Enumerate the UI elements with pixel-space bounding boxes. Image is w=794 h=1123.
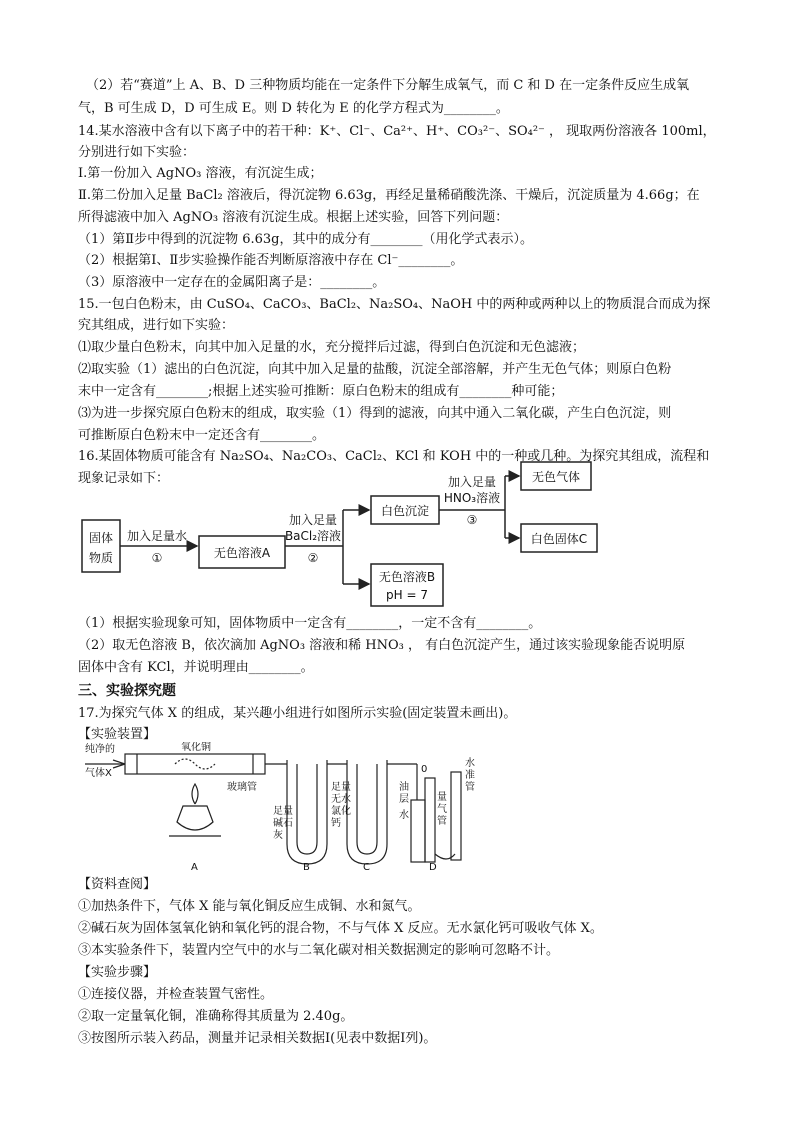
- q15-exp2-line1: ⑵取实验（1）滤出的白色沉淀，向其中加入足量的盐酸，沉淀全部溶解，并产生无色气体；则原白色粉: [78, 362, 672, 377]
- svg-text:A: A: [191, 862, 198, 872]
- svg-text:量: 量: [437, 792, 447, 803]
- q16-flowchart: [75, 458, 615, 608]
- q15-exp3-line2: 可推断原白色粉末中一定还含有________。: [78, 428, 326, 443]
- svg-text:准: 准: [465, 770, 475, 781]
- svg-text:水: 水: [465, 758, 475, 769]
- svg-text:油: 油: [399, 782, 409, 793]
- q15-stem-line1: 15.一包白色粉末，由 CuSO₄、CaCO₃、BaCl₂、Na₂SO₄、NaOH 中的两种或两种以上的物质混合而成为探: [78, 297, 711, 312]
- svg-text:层: 层: [399, 794, 409, 805]
- flow-precipitate-label: 白色沉淀: [380, 504, 430, 518]
- q17-step-3: ③按图所示装入药品，测量并记录相关数据Ⅰ(见表中数据Ⅰ列)。: [78, 1031, 437, 1046]
- q17-reference-3: ③本实验条件下，装置内空气中的水与二氧化碳对相关数据测定的影响可忽略不计。: [78, 943, 560, 958]
- q14-question1: （1）第Ⅱ步中得到的沉淀物 6.63g，其中的成分有________（用化学式表示）。: [78, 232, 534, 247]
- flow-step1-number: ①: [151, 551, 163, 565]
- q14-stem-line1: 14.某水溶液中含有以下离子中的若干种：K⁺、Cl⁻、Ca²⁺、H⁺、CO₃²⁻、SO₄²⁻ ， 现取两份溶液各 100ml，: [78, 124, 716, 139]
- q15-stem-line2: 究其组成，进行如下实验：: [78, 318, 235, 333]
- svg-text:C: C: [363, 862, 370, 872]
- svg-text:玻璃管: 玻璃管: [227, 782, 257, 793]
- svg-text:气体X: 气体X: [85, 768, 112, 779]
- flow-solution-b-label-1: 无色溶液B: [378, 570, 436, 584]
- svg-text:B: B: [303, 862, 310, 872]
- u-tube-b: [287, 760, 327, 864]
- flow-solid-label-2: 物质: [88, 551, 114, 565]
- flow-step2-number: ②: [307, 551, 319, 565]
- svg-text:足量: 足量: [331, 782, 351, 793]
- flow-step3-label-2: HNO₃溶液: [443, 491, 501, 505]
- flow-step2-label-1: 加入足量: [288, 513, 338, 527]
- q17-reference-title: 【资料查阅】: [78, 877, 157, 892]
- q16-stem-line2: 现象记录如下：: [78, 471, 170, 486]
- svg-text:氧化铜: 氧化铜: [181, 742, 211, 753]
- flow-step3-label-1: 加入足量: [447, 475, 497, 489]
- q15-exp1: ⑴取少量白色粉末，向其中加入足量的水，充分搅拌后过滤，得到白色沉淀和无色滤液；: [78, 340, 586, 355]
- q14-question2: （2）根据第Ⅰ、Ⅱ步实验操作能否判断原溶液中存在 Cl⁻________。: [78, 253, 464, 268]
- q17-step-1: ①连接仪器，并检查装置气密性。: [78, 987, 274, 1002]
- q17-reference-1: ①加热条件下，气体 X 能与氧化铜反应生成铜、水和氮气。: [78, 899, 421, 914]
- svg-text:气: 气: [437, 804, 447, 815]
- u-tube-c: [347, 760, 387, 864]
- flow-step3-number: ③: [466, 513, 478, 527]
- flow-step2-label-2: BaCl₂溶液: [284, 529, 342, 543]
- svg-text:灰: 灰: [273, 830, 283, 841]
- q17-step-2: ②取一定量氧化铜，准确称得其质量为 2.40g。: [78, 1009, 354, 1024]
- q17-steps-title: 【实验步骤】: [78, 965, 157, 980]
- svg-text:管: 管: [465, 782, 475, 793]
- q14-stem-line2: 分别进行如下实验：: [78, 145, 196, 160]
- q16-question2-line1: （2）取无色溶液 B，依次滴加 AgNO₃ 溶液和稀 HNO₃ ， 有白色沉淀产生，通过该实验现象能否说明原: [78, 638, 686, 653]
- q15-exp3-line1: ⑶为进一步探究原白色粉末的组成，取实验（1）得到的滤液，向其中通入二氧化碳，产生白色沉淀，则: [78, 406, 672, 421]
- leveling-tube: [451, 772, 461, 860]
- flow-step1-label: 加入足量水: [126, 529, 188, 543]
- flow-solution-a-label: 无色溶液A: [213, 546, 271, 560]
- flow-solution-b-label-2: pH = 7: [386, 588, 428, 602]
- q17-apparatus-title: 【实验装置】: [78, 727, 157, 742]
- svg-text:0: 0: [421, 764, 428, 775]
- section-title-experiment: 三、实验探究题: [78, 683, 176, 699]
- q13-part2-line2: 气，B 可生成 D，D 可生成 E。则 D 转化为 E 的化学方程式为________。: [78, 101, 509, 116]
- svg-text:足量: 足量: [273, 806, 293, 817]
- water-tube: [411, 800, 425, 862]
- q16-question2-line2: 固体中含有 KCl，并说明理由________。: [78, 660, 314, 675]
- svg-text:D: D: [429, 862, 437, 872]
- svg-text:钙: 钙: [331, 818, 341, 829]
- q15-exp2-line2: 末中一定含有________;根据上述实验可推断：原白色粉末的组成有________种可能；: [78, 384, 564, 399]
- q17-apparatus-diagram: [85, 742, 505, 872]
- q16-question1: （1）根据实验现象可知，固体物质中一定含有________，一定不含有________。: [78, 616, 542, 631]
- glass-tube: [125, 754, 265, 774]
- q17-reference-2: ②碱石灰为固体氢氧化钠和氧化钙的混合物，不与气体 X 反应。无水氯化钙可吸收气体 X。: [78, 921, 603, 936]
- q14-step2-line1: Ⅱ.第二份加入足量 BaCl₂ 溶液后，得沉淀物 6.63g，再经足量稀硝酸洗涤、干燥后，沉淀质量为 4.66g；在: [78, 188, 700, 203]
- svg-text:氯化: 氯化: [331, 806, 351, 817]
- svg-text:管: 管: [437, 816, 447, 827]
- alcohol-lamp: [177, 806, 213, 830]
- svg-text:水: 水: [399, 810, 409, 821]
- q17-stem: 17.为探究气体 X 的组成，某兴趣小组进行如图所示实验(固定装置未画出)。: [78, 706, 517, 721]
- q13-part2-line1: （2）若“赛道”上 A、B、D 三种物质均能在一定条件下分解生成氧气，而 C 和 D 在一定条件反应生成氧: [86, 78, 690, 93]
- q14-step2-line2: 所得滤液中加入 AgNO₃ 溶液有沉淀生成。根据上述实验，回答下列问题：: [78, 210, 509, 225]
- flow-solid-label-1: 固体: [88, 531, 114, 545]
- q14-question3: （3）原溶液中一定存在的金属阳离子是：________。: [78, 275, 386, 290]
- burette: [425, 778, 435, 862]
- q14-step1: Ⅰ.第一份加入 AgNO₃ 溶液，有沉淀生成；: [78, 166, 323, 181]
- svg-text:无水: 无水: [331, 794, 351, 805]
- flow-solid-c-label: 白色固体C: [530, 532, 588, 546]
- svg-text:碱石: 碱石: [273, 818, 293, 829]
- q16-stem-line1: 16.某固体物质可能含有 Na₂SO₄、Na₂CO₃、CaCl₂、KCl 和 KOH 中的一种或几种。为探究其组成，流程和: [78, 449, 710, 464]
- flow-gas-label: 无色气体: [531, 470, 581, 484]
- svg-text:纯净的: 纯净的: [85, 744, 115, 755]
